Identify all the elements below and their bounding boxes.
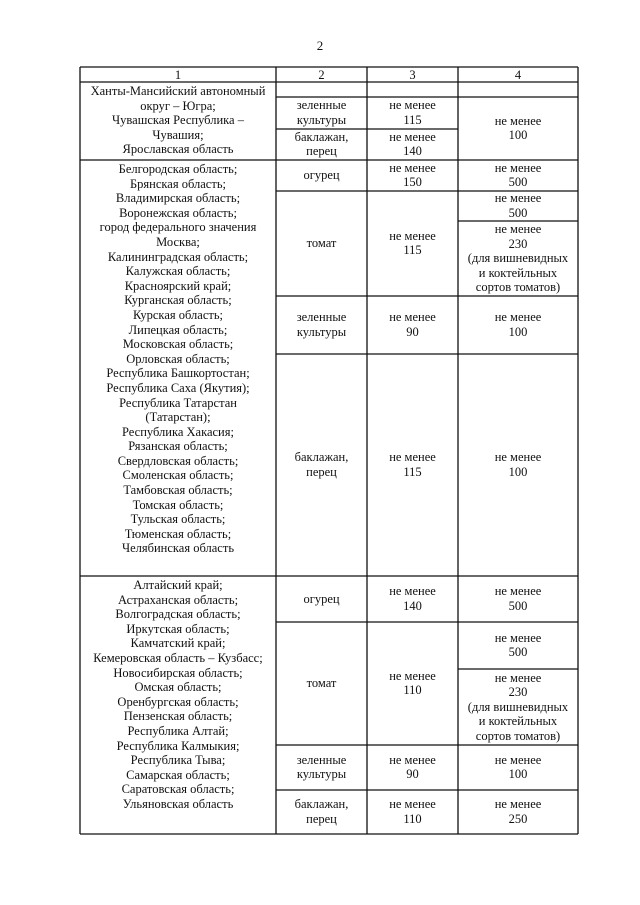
region-list-line: Белгородская область; bbox=[118, 162, 238, 176]
crop-cell bbox=[276, 797, 367, 826]
yield-cell bbox=[367, 669, 458, 698]
share-cell bbox=[458, 631, 578, 660]
yield-cell-line: не менее bbox=[389, 129, 436, 144]
region-list-line: Тюменская область; bbox=[124, 526, 232, 541]
share-cell-line: 100 bbox=[508, 464, 528, 479]
crop-cell bbox=[276, 236, 367, 251]
crop-cell-line: перец bbox=[306, 464, 337, 479]
yield-cell-line: 140 bbox=[403, 598, 422, 613]
crop-cell-line: зеленные bbox=[296, 310, 347, 325]
yield-cell-line: не менее bbox=[389, 797, 436, 812]
region-list-line: Республика Калмыкия; bbox=[116, 738, 240, 753]
crop-cell bbox=[276, 450, 367, 479]
crop-cell bbox=[276, 98, 367, 127]
share-cell-line: 230 bbox=[508, 685, 528, 700]
share-cell-line: 500 bbox=[508, 205, 528, 220]
share-cell-line: 100 bbox=[508, 128, 528, 143]
share-cell-line: не менее bbox=[494, 113, 542, 128]
share-cell-line: и коктейльных bbox=[478, 714, 558, 729]
region-list-line: Тульская область; bbox=[130, 512, 226, 527]
region-list-line: Курганская область; bbox=[124, 293, 232, 308]
yield-cell bbox=[367, 161, 458, 190]
region-list-line: Воронежская область; bbox=[119, 205, 237, 220]
share-cell-line: не менее bbox=[494, 310, 542, 325]
crop-cell-line: томат bbox=[306, 676, 337, 691]
region-list-line: Чувашская Республика – bbox=[112, 113, 244, 128]
region-list-line: Ярославская область bbox=[122, 142, 234, 157]
yield-cell-line: не менее bbox=[389, 160, 436, 175]
share-cell bbox=[458, 114, 578, 143]
share-cell-line: не менее bbox=[494, 584, 542, 599]
crop-cell-line: перец bbox=[306, 811, 337, 826]
region-list-line: Республика Тыва; bbox=[130, 753, 226, 768]
share-cell bbox=[458, 671, 578, 744]
column-header: 1 bbox=[174, 67, 182, 82]
region-list bbox=[80, 578, 276, 812]
share-cell-line: (для вишневидных bbox=[467, 251, 569, 266]
region-list-line: Республика Саха (Якутия); bbox=[106, 380, 250, 395]
crop-cell bbox=[276, 310, 367, 339]
region-list-line: округ – Югра; bbox=[140, 98, 216, 113]
column-header: 2 bbox=[318, 67, 325, 82]
region-list-line: Рязанская область; bbox=[128, 439, 228, 454]
yield-cell-line: 115 bbox=[403, 112, 422, 127]
crop-cell-line: баклажан, bbox=[294, 797, 349, 812]
region-list-line: Республика Татарстан bbox=[119, 395, 237, 410]
region-list-line: Саратовская область; bbox=[121, 782, 235, 797]
yield-cell bbox=[367, 229, 458, 258]
share-cell-line: 230 bbox=[508, 236, 528, 251]
share-cell-line: не менее bbox=[494, 670, 542, 685]
yield-cell-line: не менее bbox=[389, 584, 436, 599]
region-list-line: Пензенская область; bbox=[123, 709, 233, 724]
yield-cell-line: 110 bbox=[403, 683, 422, 698]
crop-cell bbox=[276, 592, 367, 607]
crop-cell-line: культуры bbox=[296, 112, 347, 127]
yield-cell-line: 115 bbox=[403, 464, 422, 479]
yield-cell bbox=[367, 130, 458, 159]
region-list-line: Липецкая область; bbox=[128, 322, 228, 337]
region-list-line: Чувашия; bbox=[152, 127, 204, 142]
crop-cell-line: зеленные bbox=[296, 752, 347, 767]
region-list-line: Брянская область; bbox=[130, 176, 226, 191]
share-cell bbox=[458, 753, 578, 782]
region-list bbox=[80, 84, 276, 157]
crop-cell bbox=[276, 676, 367, 691]
region-list-line: Камчатский край; bbox=[130, 636, 226, 651]
region-list-line: Республика Алтай; bbox=[127, 723, 229, 738]
yield-cell-line: 150 bbox=[403, 175, 422, 190]
yield-cell-line: 110 bbox=[403, 811, 422, 826]
crop-cell bbox=[276, 130, 367, 159]
crop-cell-line: баклажан, bbox=[294, 450, 349, 465]
region-list-line: Самарская область; bbox=[126, 767, 230, 782]
region-list-line: Кемеровская область – Кузбасс; bbox=[93, 650, 263, 665]
yield-cell bbox=[367, 797, 458, 826]
share-cell bbox=[458, 584, 578, 613]
share-cell bbox=[458, 161, 578, 190]
share-cell-line: сортов томатов) bbox=[475, 280, 561, 295]
region-list-line: Омская область; bbox=[134, 680, 222, 695]
region-list-line: (Татарстан); bbox=[145, 410, 211, 425]
crop-cell-line: огурец bbox=[303, 168, 340, 183]
yield-cell-line: не менее bbox=[389, 228, 436, 243]
crop-cell bbox=[276, 753, 367, 782]
crop-cell-line: баклажан, bbox=[294, 129, 349, 144]
crop-cell-line: томат bbox=[306, 236, 337, 251]
share-cell bbox=[458, 310, 578, 339]
crop-cell-line: культуры bbox=[296, 767, 347, 782]
region-list-line: город федерального значения bbox=[99, 220, 257, 235]
region-list-line: Республика Хакасия; bbox=[122, 424, 234, 439]
share-cell bbox=[458, 222, 578, 295]
share-cell bbox=[458, 191, 578, 220]
share-cell-line: (для вишневидных bbox=[467, 699, 569, 714]
region-list-line: Тамбовская область; bbox=[123, 483, 233, 498]
yield-cell bbox=[367, 753, 458, 782]
region-list-line: Курская область; bbox=[132, 307, 224, 322]
yield-cell-line: не менее bbox=[389, 668, 436, 683]
region-list-line: Свердловская область; bbox=[117, 453, 239, 468]
share-cell-line: не менее bbox=[494, 630, 542, 645]
region-list-line: Астраханская область; bbox=[117, 592, 239, 607]
region-list-line: Новосибирская область; bbox=[113, 665, 243, 680]
share-cell-line: не менее bbox=[494, 752, 542, 767]
yield-cell bbox=[367, 98, 458, 127]
share-cell-line: не менее bbox=[494, 222, 542, 236]
page-number: 2 bbox=[316, 38, 324, 53]
yield-cell-line: 90 bbox=[406, 767, 419, 782]
share-cell-line: 500 bbox=[508, 175, 528, 190]
region-list-line: Оренбургская область; bbox=[117, 694, 239, 709]
share-cell-line: и коктейльных bbox=[478, 265, 558, 280]
share-cell-line: 250 bbox=[508, 811, 528, 826]
crop-cell-line: культуры bbox=[296, 324, 347, 339]
column-header: 4 bbox=[514, 67, 522, 82]
share-cell-line: не менее bbox=[494, 450, 542, 465]
yield-cell bbox=[367, 584, 458, 613]
crop-cell-line: зеленные bbox=[296, 98, 347, 113]
share-cell-line: не менее bbox=[494, 191, 542, 206]
yield-cell-line: не менее bbox=[389, 310, 436, 325]
region-list-line: Москва; bbox=[156, 234, 200, 249]
yield-cell-line: не менее bbox=[389, 752, 436, 767]
region-list-line: Московская область; bbox=[122, 337, 234, 352]
region-list-line: Орловская область; bbox=[126, 351, 230, 366]
region-list-line: Иркутская область; bbox=[126, 621, 230, 636]
share-cell-line: 100 bbox=[508, 324, 528, 339]
region-list-line: Республика Башкортостан; bbox=[106, 366, 250, 381]
region-list-line: Ульяновская область bbox=[122, 796, 234, 811]
yield-cell-line: не менее bbox=[389, 450, 436, 465]
region-list bbox=[80, 162, 276, 556]
yield-cell bbox=[367, 450, 458, 479]
crop-cell-line: огурец bbox=[303, 591, 340, 606]
region-list-line: Ханты-Мансийский автономный bbox=[90, 84, 266, 98]
yield-cell-line: 115 bbox=[403, 243, 422, 258]
region-list-line: Алтайский край; bbox=[133, 578, 223, 592]
region-list-line: Владимирская область; bbox=[115, 191, 241, 206]
crop-cell bbox=[276, 168, 367, 183]
region-list-line: Калининградская область; bbox=[107, 249, 249, 264]
region-list-line: Томская область; bbox=[132, 497, 224, 512]
region-list-line: Волгоградская область; bbox=[115, 607, 241, 622]
crop-cell-line: перец bbox=[306, 144, 337, 159]
region-list-line: Калужская область; bbox=[125, 264, 231, 279]
share-cell-line: не менее bbox=[494, 797, 542, 812]
region-list-line: Челябинская область bbox=[121, 541, 235, 556]
share-cell-line: сортов томатов) bbox=[475, 728, 561, 743]
yield-cell-line: 90 bbox=[406, 324, 419, 339]
share-cell-line: 500 bbox=[508, 598, 528, 613]
yield-cell bbox=[367, 310, 458, 339]
yield-cell-line: 140 bbox=[403, 144, 422, 159]
yield-cell-line: не менее bbox=[389, 98, 436, 113]
region-list-line: Смоленская область; bbox=[122, 468, 234, 483]
share-cell-line: не менее bbox=[494, 160, 542, 175]
share-cell-line: 500 bbox=[508, 645, 528, 660]
share-cell bbox=[458, 797, 578, 826]
share-cell-line: 100 bbox=[508, 767, 528, 782]
share-cell bbox=[458, 450, 578, 479]
region-list-line: Красноярский край; bbox=[124, 278, 232, 293]
column-header: 3 bbox=[409, 67, 416, 82]
